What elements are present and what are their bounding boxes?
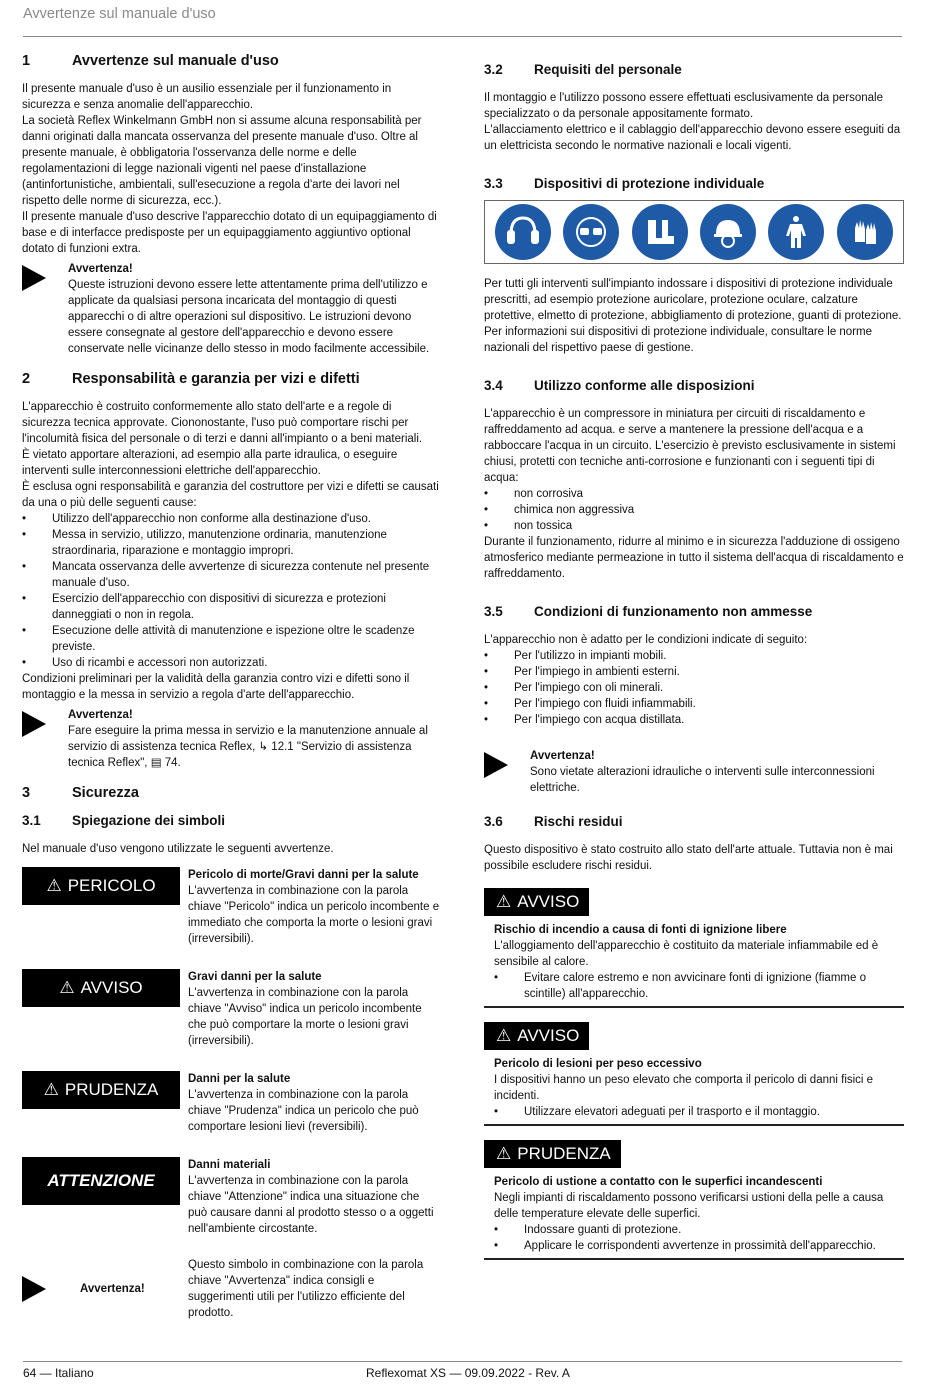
- signal-text: L'avvertenza in combinazione con la parola chiave "Prudenza" indica un pericolo che può comportare lesioni lievi (reversibili).: [188, 1089, 419, 1133]
- warning-triangle-icon: ⚠: [496, 1144, 512, 1163]
- s2-note: [22, 707, 440, 771]
- section-3-1-heading: 3.1 Spiegazione dei simboli: [22, 813, 226, 828]
- list-item: • Indossare guanti di protezione.: [494, 1222, 894, 1238]
- s35-conditions-list: [484, 648, 904, 728]
- s36-paragraph-1: Questo dispositivo è stato costruito allo stato dell'arte attuale. Tuttavia non è mai possibile escludere rischi residui.: [484, 844, 893, 872]
- warning-text: L'alloggiamento dell'apparecchio è costituito da materiale infiammabile ed è sensibile al calore.: [494, 940, 879, 968]
- list-item: • Messa in servizio, utilizzo, manutenzione ordinaria, manutenzione straordinaria, riparazione e montaggio impropri.: [22, 527, 440, 559]
- s2-paragraph-3: È esclusa ogni responsabilità e garanzia del costruttore per vizi e difetti se causati da una o più delle seguenti cause:: [22, 481, 439, 509]
- residual-risk-warning-1: [484, 888, 904, 1008]
- tip-text: Questo simbolo in combinazione con la parola chiave "Avvertenza" indica consigli e suggerimenti utili per l'utilizzo efficiente del prodotto.: [188, 1259, 424, 1319]
- s34-paragraph-1: L'apparecchio è un compressore in miniatura per circuiti di riscaldamento e raffreddamento ad acqua. e serve a mantenere la pressione dell'acqua e a rabboccare l'acqua in un circuito. L'esercizio è previsto esclusivamente in sistemi chiusi, protetti con tecniche anti-corrosione e funzionanti con i seguenti tipi di acqua:: [484, 408, 896, 484]
- warning-triangle-icon: ⚠: [46, 876, 62, 895]
- s2-causes-list: [22, 511, 440, 671]
- s34-paragraph-2: Durante il funzionamento, ridurre al minimo e in sicurezza l'adduzione di ossigeno atmosferico mediante permeazione in tutto il sistema dell'acqua di riscaldamento e raffreddamento.: [484, 536, 904, 580]
- note-text: Sono vietate alterazioni idrauliche o interventi sulle interconnessioni elettriche.: [530, 766, 875, 794]
- s1-note: [22, 261, 440, 357]
- section-3-6-heading: 3.6 Rischi residui: [484, 814, 623, 829]
- list-item: • Uso di ricambi e accessori non autorizzati.: [22, 655, 440, 671]
- signal-avviso: [22, 969, 440, 1049]
- list-item: • Per l'impiego con acqua distillata.: [484, 712, 904, 728]
- residual-risk-warning-2: [484, 1022, 904, 1126]
- s32-paragraph-2: L'allacciamento elettrico e il cablaggio dell'apparecchio devono essere eseguiti da un elettricista secondo le normative nazionali e locali vigenti.: [484, 124, 901, 152]
- list-item: • Esecuzione delle attività di manutenzione e ispezione oltre le scadenze previste.: [22, 623, 440, 655]
- s34-water-types-list: [484, 486, 904, 534]
- s1-paragraph-3: Il presente manuale d'uso descrive l'apparecchio dotato di un equipaggiamento di base e di interfacce predisposte per un equipaggiamento aggiuntivo optional dotato di funzioni extra.: [22, 211, 437, 255]
- running-header: Avvertenze sul manuale d'uso: [23, 6, 216, 22]
- s33-paragraph-2: Per informazioni sui dispositivi di protezione individuale, consultare le norme nazionali del rispettivo paese di gestione.: [484, 326, 873, 354]
- list-item: • non corrosiva: [484, 486, 904, 502]
- list-item: • Applicare le corrispondenti avvertenze in prossimità dell'apparecchio.: [494, 1238, 894, 1254]
- eye-protection-icon: [563, 204, 619, 260]
- signal-head: Danni per la salute: [188, 1073, 291, 1085]
- warning-label: ⚠ AVVISO: [484, 888, 589, 916]
- signal-head: Pericolo di morte/Gravi danni per la salute: [188, 869, 419, 881]
- left-column: [22, 50, 440, 1321]
- play-arrow-icon: [22, 707, 68, 771]
- signal-attenzione: [22, 1157, 440, 1237]
- list-item: • Utilizzo dell'apparecchio non conforme alla destinazione d'uso.: [22, 511, 440, 527]
- signal-label-box: ⚠ PRUDENZA: [22, 1071, 180, 1109]
- protective-clothing-icon: [768, 204, 824, 260]
- signal-text: L'avvertenza in combinazione con la parola chiave "Attenzione" indica una situazione che può causare danni al prodotto stesso o a oggetti nell'ambiente circostante.: [188, 1175, 434, 1235]
- footer-page-language: 64 — Italiano: [23, 1366, 94, 1380]
- signal-label-box: ⚠ AVVISO: [22, 969, 180, 1007]
- signal-head: Danni materiali: [188, 1159, 271, 1171]
- warning-head: Rischio di incendio a causa di fonti di ignizione libere: [494, 924, 787, 936]
- section-3-heading: 3 Sicurezza: [22, 785, 139, 801]
- list-item: • Per l'impiego in ambienti esterni.: [484, 664, 904, 680]
- warning-triangle-icon: ⚠: [496, 1026, 512, 1045]
- s35-paragraph-1: L'apparecchio non è adatto per le condizioni indicate di seguito:: [484, 634, 808, 646]
- note-title: Avvertenza!: [68, 263, 133, 275]
- footer-rule: [23, 1361, 902, 1362]
- s2-paragraph-1: L'apparecchio è costruito conformemente allo stato dell'arte e a regole di sicurezza tecnica approvate. Ciononostante, l'uso può comportare rischi per l'incolumità fisica del personale o di terzi e danni all'impianto o a beni materiali.: [22, 401, 423, 445]
- warning-text: I dispositivi hanno un peso elevato che comporta il pericolo di danni fisici e incidenti.: [494, 1074, 874, 1102]
- warning-head: Pericolo di lesioni per peso eccessivo: [494, 1058, 702, 1070]
- section-3-5-heading: 3.5 Condizioni di funzionamento non ammesse: [484, 604, 813, 619]
- signal-prudenza: [22, 1071, 440, 1135]
- note-text: Fare eseguire la prima messa in servizio e la manutenzione annuale al servizio di assistenza tecnica Reflex, ↳ 12.1 "Servizio di assistenza tecnica Reflex", ▤ 74.: [68, 725, 428, 769]
- signal-label-box: ATTENZIONE: [22, 1157, 180, 1205]
- note-title: Avvertenza!: [68, 709, 133, 721]
- note-text: Queste istruzioni devono essere lette attentamente prima dell'utilizzo e applicate da qualsiasi persona incaricata del montaggio di questi apparecchi o di altre operazioni sul dispositivo. Le istruzioni devono essere consegnate al gestore dell'apparecchio e devono essere conservate nelle vicinanze dello stesso in modo facilmente accessibile.: [68, 279, 430, 355]
- play-arrow-icon: [22, 1276, 46, 1302]
- section-3-3-heading: 3.3 Dispositivi di protezione individuale: [484, 176, 765, 191]
- tip-label: Avvertenza!: [80, 1283, 145, 1295]
- section-3-4-heading: 3.4 Utilizzo conforme alle disposizioni: [484, 378, 755, 393]
- list-item: • Mancata osservanza delle avvertenze di sicurezza contenute nel presente manuale d'uso.: [22, 559, 440, 591]
- s2-paragraph-2: È vietato apportare alterazioni, ad esempio alla parte idraulica, o eseguire interventi sulle interconnessioni elettriche dell'apparecchio.: [22, 449, 398, 477]
- s33-paragraph-1: Per tutti gli interventi sull'impianto indossare i dispositivi di protezione individuale prescritti, ad esempio protezione auricolare, protezione oculare, calzature protettive, elmetto di protezione, abbigliamento di protezione, guanti di protezione.: [484, 278, 902, 322]
- play-arrow-icon: [22, 261, 68, 357]
- list-item: • chimica non aggressiva: [484, 502, 904, 518]
- safety-boots-icon: [632, 204, 688, 260]
- s1-paragraph-2: La società Reflex Winkelmann GmbH non si assume alcuna responsabilità per danni originati dalla mancata osservanza del presente manuale d'uso. Oltre al presente manuale, è obbligatoria l'osservanza delle norme e delle regolamentazioni di legge nazionali vigenti nel paese d'installazione (antinfortunistiche, ambientali, sull'esecuzione a regola d'arte dei lavori nel rispetto delle norme di sicurezza, ecc.).: [22, 115, 422, 207]
- s1-paragraph-1: Il presente manuale d'uso è un ausilio essenziale per il funzionamento in sicurezza e senza anomalie dell'apparecchio.: [22, 83, 392, 111]
- signal-pericolo: [22, 867, 440, 947]
- list-item: • Utilizzare elevatori adeguati per il trasporto e il montaggio.: [494, 1104, 894, 1120]
- warning-triangle-icon: ⚠: [496, 892, 512, 911]
- signal-text: L'avvertenza in combinazione con la parola chiave "Pericolo" indica un pericolo incombente e immediato che comporta la morte o lesioni gravi (irreversibili).: [188, 885, 440, 945]
- s35-note: [484, 748, 904, 796]
- section-2-heading: 2 Responsabilità e garanzia per vizi e difetti: [22, 371, 360, 387]
- residual-risk-warning-3: [484, 1140, 904, 1260]
- gloves-icon: [837, 204, 893, 260]
- header-rule: [23, 36, 902, 37]
- section-1-heading: 1 Avvertenze sul manuale d'uso: [22, 53, 279, 69]
- list-item: • Per l'utilizzo in impianti mobili.: [484, 648, 904, 664]
- warning-triangle-icon: ⚠: [59, 978, 75, 997]
- s2-paragraph-4: Condizioni preliminari per la validità della garanzia contro vizi e difetti sono il montaggio e la messa in servizio a regola d'arte dell'apparecchio.: [22, 673, 410, 701]
- section-3-2-heading: 3.2 Requisiti del personale: [484, 62, 682, 77]
- note-title: Avvertenza!: [530, 750, 595, 762]
- list-item: • Per l'impiego con oli minerali.: [484, 680, 904, 696]
- play-arrow-icon: [484, 748, 530, 796]
- signal-label-box: ⚠ PERICOLO: [22, 867, 180, 905]
- footer-product-revision: Reflexomat XS — 09.09.2022 - Rev. A: [366, 1366, 570, 1380]
- s31-intro: Nel manuale d'uso vengono utilizzate le seguenti avvertenze.: [22, 843, 334, 855]
- list-item: • Evitare calore estremo e non avvicinare fonti di ignizione (fiamme o scintille) all'apparecchio.: [494, 970, 894, 1002]
- list-item: • Per l'impiego con fluidi infiammabili.: [484, 696, 904, 712]
- signal-head: Gravi danni per la salute: [188, 971, 322, 983]
- ear-protection-icon: [495, 204, 551, 260]
- warning-text: Negli impianti di riscaldamento possono verificarsi ustioni della pelle a causa delle temperature elevate delle superfici.: [494, 1192, 884, 1220]
- signal-text: L'avvertenza in combinazione con la parola chiave "Avviso" indica un pericolo incombente che può comportare la morte o lesioni gravi (irreversibili).: [188, 987, 422, 1047]
- ppe-icons-strip: [484, 200, 904, 264]
- helmet-icon: [700, 204, 756, 260]
- warning-triangle-icon: ⚠: [43, 1080, 59, 1099]
- list-item: • non tossica: [484, 518, 904, 534]
- warning-label: ⚠ AVVISO: [484, 1022, 589, 1050]
- warning-head: Pericolo di ustione a contatto con le superfici incandescenti: [494, 1176, 823, 1188]
- warning-label: ⚠ PRUDENZA: [484, 1140, 621, 1168]
- signal-avvertenza: [22, 1257, 440, 1321]
- right-column: [484, 62, 904, 1260]
- list-item: • Esercizio dell'apparecchio con dispositivi di sicurezza e protezioni danneggiati o non in regola.: [22, 591, 440, 623]
- s32-paragraph-1: Il montaggio e l'utilizzo possono essere effettuati esclusivamente da personale specializzato o da personale appositamente formato.: [484, 92, 883, 120]
